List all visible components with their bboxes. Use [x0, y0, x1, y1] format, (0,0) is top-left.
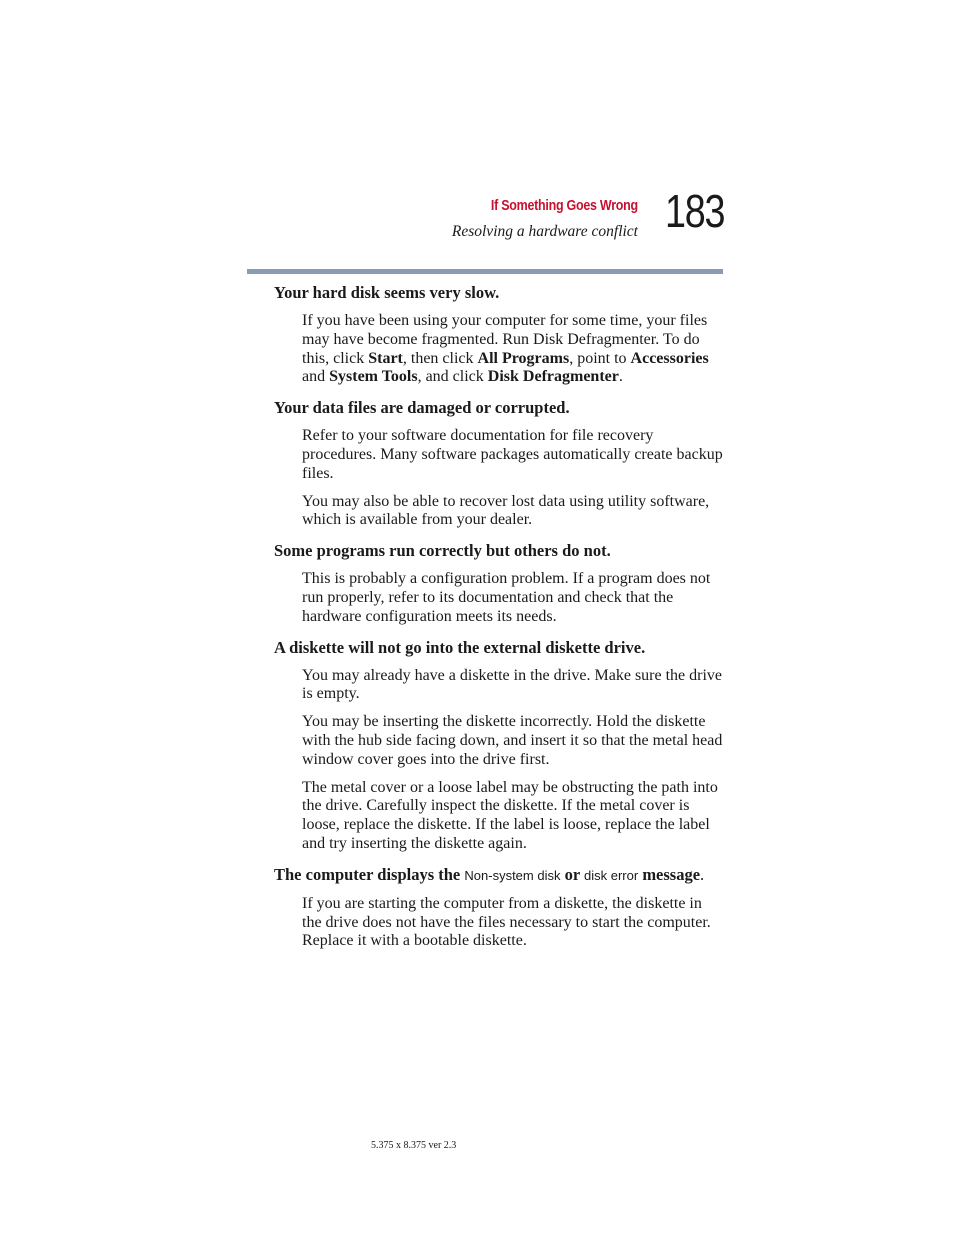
problem-heading-slow-disk: Your hard disk seems very slow.: [274, 283, 500, 302]
problem-heading-diskette: A diskette will not go into the external diskette drive.: [274, 637, 646, 657]
problem-heading-programs: Some programs run correctly but others do not.: [274, 541, 611, 561]
running-head-section: Resolving a hardware conflict: [451, 223, 638, 240]
problem-heading-damaged-files: Your data files are damaged or corrupted.: [274, 398, 570, 418]
solution-paragraph: This is probably a configuration problem. If a program does not run properly, refer to its documentation and check that the hardware configuration meets its needs.: [302, 570, 711, 625]
solution-paragraph: Refer to your software documentation for file recovery procedures. Many software packages automatically create backup files.: [302, 427, 723, 482]
solution-paragraph: The metal cover or a loose label may be obstructing the path into the drive. Carefully inspect the diskette. If the metal cover is loose, replace the diskette. If the label is loose, replace the label and try inserting the diskette again.: [302, 778, 718, 852]
solution-paragraph: If you have been using your computer for some time, your files may have become fragmented. Run Disk Defragmenter. To do this, click Start, then click All Programs, point to Accessories and System Tools, and click Disk Defragmenter.: [302, 312, 709, 386]
solution-paragraph: You may also be able to recover lost data using utility software, which is available from your dealer.: [302, 492, 710, 529]
solution-paragraph: If you are starting the computer from a diskette, the diskette in the drive does not have the files necessary to start the computer. Replace it with a bootable diskette.: [302, 894, 711, 950]
running-head-chapter: If Something Goes Wrong: [491, 198, 638, 214]
solution-paragraph: You may be inserting the diskette incorrectly. Hold the diskette with the hub side facing down, and insert it so that the metal head window cover goes into the drive first.: [302, 713, 723, 768]
footer-version: 5.375 x 8.375 ver 2.3: [371, 1140, 457, 1151]
problem-heading-disk-error: The computer displays the Non-system disk or disk error message.: [274, 864, 705, 884]
header-rule: [247, 269, 723, 274]
page-body: [274, 283, 724, 960]
solution-paragraph: You may already have a diskette in the drive. Make sure the drive is empty.: [302, 666, 723, 703]
page-number: 183: [665, 185, 725, 237]
